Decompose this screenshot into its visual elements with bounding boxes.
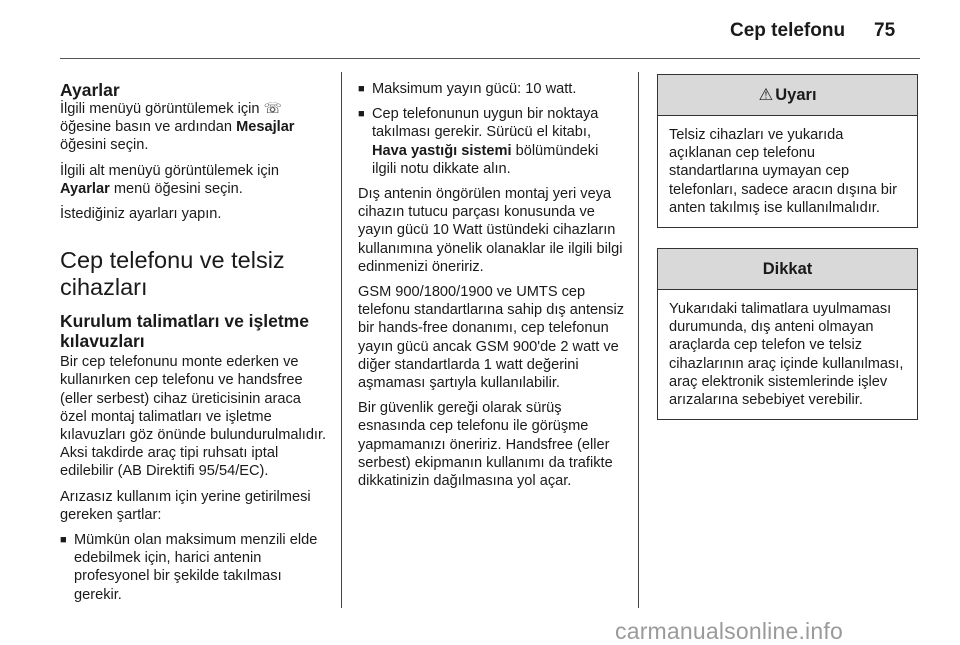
- reference-airbag-system: Hava yastığı sistemi: [372, 142, 512, 159]
- paragraph: Bir güvenlik gereği olarak sürüş esnasında cep telefonu ile görüşme yapmamanızı öneririz. Handsfree (eller serbest) ekipmanın kullanımı da trafikte dikkatinizin dağılmasına yol açar.: [358, 400, 613, 490]
- page-number: 75: [874, 20, 896, 41]
- warning-box-body: Telsiz cihazları ve yukarıda açıklanan cep telefonu standartlarına uymayan cep telefonları, sadece aracın dışına bir anten takılmış ise kullanılmalıdır.: [669, 127, 897, 216]
- paragraph: Bir cep telefonunu monte ederken ve kullanırken cep telefonu ve handsfree (eller serbest) cihaz üreticisinin araca özel montaj talimatları ve işletme kılavuzları göz önünde bulundurulmalıdır. Aksi takdirde araç tipi ruhsatı iptal edilebilir (AB Direktifi 95/54/EC).: [60, 354, 327, 480]
- watermark: carmanualsonline.info: [615, 618, 843, 644]
- notice-box: [657, 248, 918, 420]
- paragraph: Arızasız kullanım için yerine getirilmesi gereken şartlar:: [60, 488, 311, 523]
- list-item: ■ Maksimum yayın gücü: 10 watt.: [358, 81, 577, 97]
- bullet-icon: ■: [358, 108, 365, 121]
- paragraph: Dış antenin öngörülen montaj yeri veya cihazın tutucu parçası konusunda ve yayın gücü 10 Watt üstündeki cihazların kullanımına yönelik olanaklar ile ilgili bilgi edinmenizi öneririz.: [358, 186, 623, 275]
- paragraph: İstediğiniz ayarları yapın.: [60, 206, 222, 223]
- phone-icon: ☏: [263, 101, 282, 117]
- section-heading-settings: Ayarlar: [60, 80, 120, 100]
- paragraph: İlgili menüyü görüntülemek için ☏ öğesine basın ve ardından Mesajlar öğesini seçin.: [60, 101, 295, 154]
- header-divider: [60, 58, 920, 59]
- column-left: [60, 80, 330, 611]
- paragraph: GSM 900/1800/1900 ve UMTS cep telefonu standartlarına sahip dış antensiz bir hands-free donanımı, cep telefonun yayın gücü ancak GSM 900'de 2 watt ve diğer standartlarda 1 watt değerini aşmaması şartıyla kullanılabilir.: [358, 284, 625, 392]
- warning-box: [657, 74, 918, 228]
- column-divider-left: [341, 72, 342, 608]
- chapter-heading: Cep telefonu ve telsiz cihazları: [60, 247, 285, 301]
- notice-box-header: [658, 249, 917, 290]
- page-header-title: Cep telefonu: [730, 20, 846, 41]
- notice-title: Dikkat: [762, 259, 813, 278]
- notice-box-body: Yukarıdaki talimatlara uyulmaması durumunda, dış anteni olmayan araçlarda cep telefon ve telsiz cihazlarının araç içinde kullanılması, araç elektronik sistemlerinde işlev arızalarına sebebiyet verebilir.: [669, 301, 904, 409]
- paragraph: İlgili alt menüyü görüntülemek için Ayarlar menü öğesini seçin.: [60, 162, 280, 197]
- subsection-heading: Kurulum talimatları ve işletme kılavuzları: [60, 311, 309, 352]
- list-item: ■ Cep telefonunun uygun bir noktaya takılması gerekir. Sürücü el kitabı, Hava yastığı sistemi bölümündeki ilgili notu dikkate alın.: [358, 106, 599, 177]
- list-item: ■ Mümkün olan maksimum menzili elde edebilmek için, harici antenin profesyonel bir şekilde takılması gerekir.: [60, 532, 318, 603]
- bullet-icon: ■: [358, 83, 365, 95]
- menu-term-messages: Mesajlar: [236, 119, 295, 136]
- warning-triangle-icon: ⚠: [758, 85, 774, 104]
- column-divider-right: [638, 72, 639, 608]
- warning-title: Uyarı: [775, 85, 817, 104]
- column-middle: [358, 80, 626, 497]
- menu-term-settings: Ayarlar: [60, 180, 110, 197]
- warning-box-header: [658, 75, 917, 116]
- bullet-icon: ■: [60, 534, 67, 547]
